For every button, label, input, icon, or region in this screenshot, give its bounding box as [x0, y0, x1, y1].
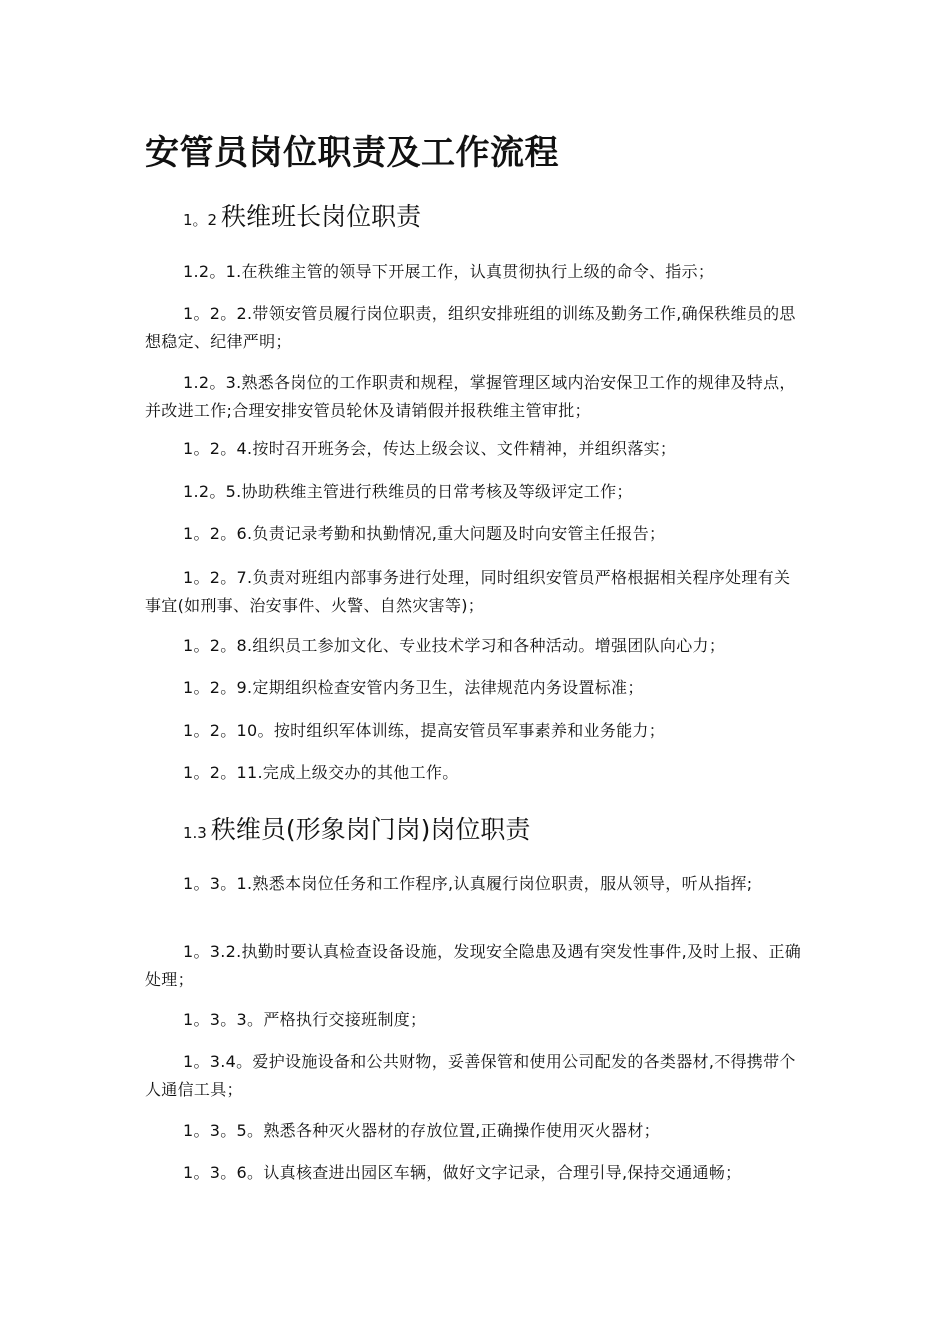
- duty-item: 1。2。8.组织员工参加文化、专业技术学习和各种活动。增强团队向心力；: [183, 636, 726, 655]
- duty-item: 1。2。10。按时组织军体训练，提高安管员军事素养和业务能力；: [183, 721, 666, 740]
- duty-item: 1。3.2.执勤时要认真检查设备设施，发现安全隐患及遇有突发性事件,及时上报、正确处理；: [145, 942, 802, 989]
- duty-item: 1.2。3.熟悉各岗位的工作职责和规程，掌握管理区域内治安保卫工作的规律及特点，并改进工作;合理安排安管员轮休及请销假并报秩维主管审批；: [145, 373, 796, 420]
- duty-item: 1。2。9.定期组织检查安管内务卫生，法律规范内务设置标准；: [183, 678, 644, 697]
- duty-item: 1。3。1.熟悉本岗位任务和工作程序,认真履行岗位职责，服从领导，听从指挥;: [183, 874, 753, 893]
- duty-item: 1。3.4。爱护设施设备和公共财物，妥善保管和使用公司配发的各类器材,不得携带个人通信工具；: [145, 1052, 796, 1099]
- duty-item: 1。2。6.负责记录考勤和执勤情况,重大问题及时向安管主任报告；: [183, 524, 666, 543]
- duty-item: 1。3。6。认真核查进出园区车辆，做好文字记录，合理引导,保持交通通畅；: [183, 1163, 742, 1182]
- duty-item: 1。2。7.负责对班组内部事务进行处理，同时组织安管员严格根据相关程序处理有关事宜(如刑事、治安事件、火警、自然灾害等)；: [145, 568, 791, 615]
- duty-item: 1。2。11.完成上级交办的其他工作。: [183, 763, 459, 782]
- duty-item: 1.2。5.协助秩维主管进行秩维员的日常考核及等级评定工作；: [183, 482, 633, 501]
- duty-item: 1.2。1.在秩维主管的领导下开展工作，认真贯彻执行上级的命令、指示；: [183, 262, 715, 281]
- section-number: 1。2: [183, 211, 218, 229]
- section-heading-1-2: [183, 200, 421, 237]
- duty-item: 1。3。3。严格执行交接班制度；: [183, 1010, 427, 1029]
- section-number: 1.3: [183, 824, 207, 842]
- document-title: 安管员岗位职责及工作流程: [145, 133, 559, 173]
- section-heading-1-3: [183, 813, 530, 850]
- section-title: 秩维员(形象岗门岗)岗位职责: [210, 815, 531, 844]
- duty-item: 1。2。4.按时召开班务会，传达上级会议、文件精神，并组织落实；: [183, 439, 677, 458]
- duty-item: 1。2。2.带领安管员履行岗位职责，组织安排班组的训练及勤务工作,确保秩维员的思想稳定、纪律严明；: [145, 304, 796, 351]
- duty-item: 1。3。5。熟悉各种灭火器材的存放位置,正确操作使用灭火器材；: [183, 1121, 660, 1140]
- section-title: 秩维班长岗位职责: [221, 202, 422, 231]
